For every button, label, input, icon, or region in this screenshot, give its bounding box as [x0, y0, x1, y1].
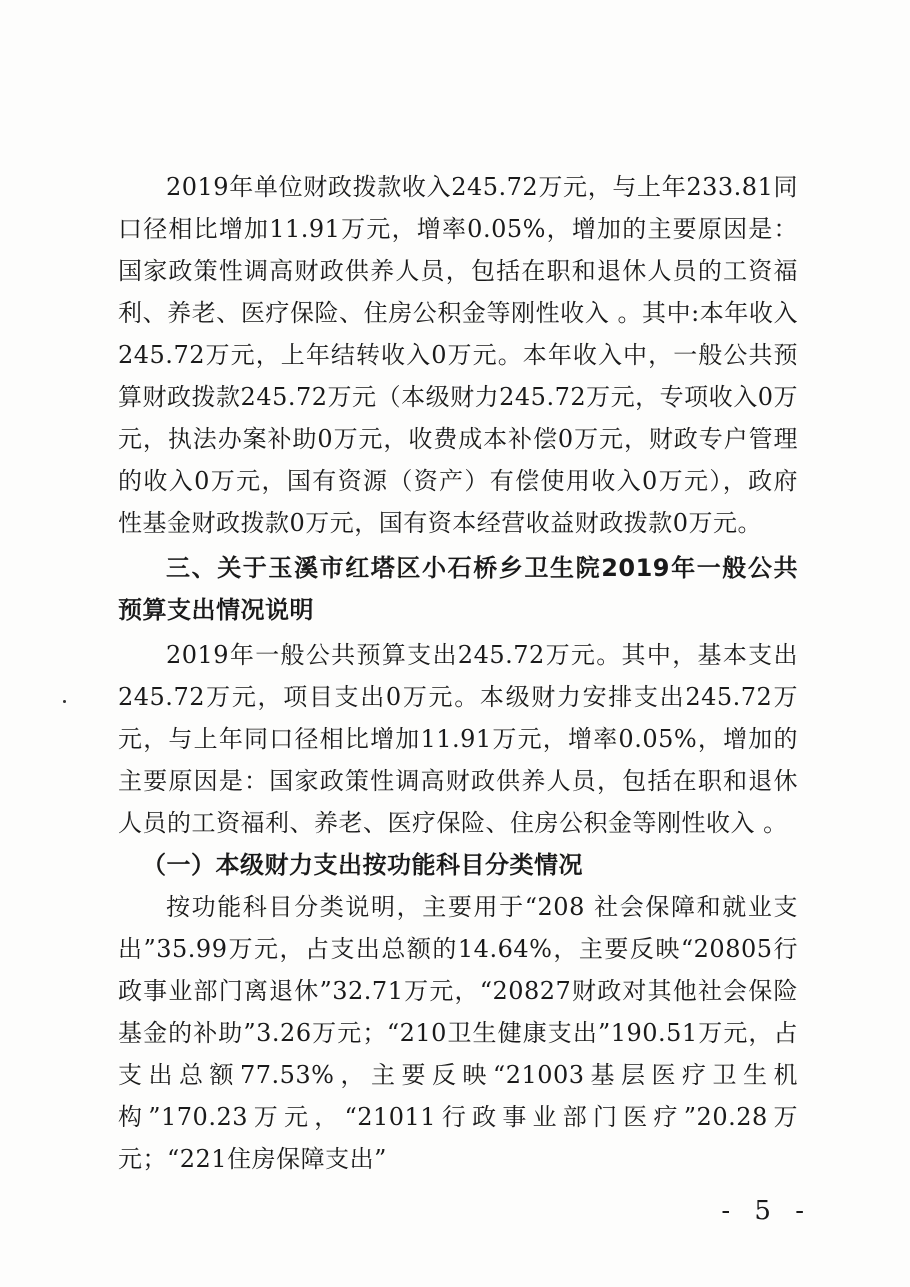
paragraph-expenditure: 2019年一般公共预算支出245.72万元。其中，基本支出245.72万元，项目支出0万元。本级财力安排支出245.72万元，与上年同口径相比增加11.91万元，增率0.05%，增加的主要原因是：国家政策性调高财政供养人员，包括在职和退休人员的工资福利、养老、医疗保险、住房公积金等刚性收入 。	[118, 641, 798, 837]
page-number: - 5 -	[721, 1196, 812, 1226]
paragraph-revenue: 2019年单位财政拨款收入245.72万元，与上年233.81同口径相比增加11.91万元，增率0.05%，增加的主要原因是：国家政策性调高财政供养人员，包括在职和退休人员的工资福利、养老、医疗保险、住房公积金等刚性收入 。其中:本年收入245.72万元，上年结转收入0万元。本年收入中，一般公共预算财政拨款245.72万元（本级财力245.72万元，专项收入0万元，执法办案补助0万元，收费成本补偿0万元，财政专户管理的收入0万元，国有资源（资产）有偿使用收入0万元），政府性基金财政拨款0万元，国有资本经营收益财政拨款0万元。	[118, 173, 798, 537]
scan-speck	[63, 700, 66, 703]
page-body	[118, 166, 798, 1180]
section-heading-3: 三、关于玉溪市红塔区小石桥乡卫生院2019年一般公共预算支出情况说明	[118, 554, 798, 624]
subsection-heading-1: （一）本级财力支出按功能科目分类情况	[142, 850, 583, 879]
paragraph-functional-classification: 按功能科目分类说明，主要用于“208 社会保障和就业支出”35.99万元，占支出总额的14.64%，主要反映“20805行政事业部门离退休”32.71万元，“20827财政对其他社会保险基金的补助”3.26万元；“210卫生健康支出”190.51万元，占支出总额77.53%，主要反映“21003基层医疗卫生机构”170.23万元，“21011行政事业部门医疗”20.28万元；“221住房保障支出”	[118, 893, 798, 1173]
